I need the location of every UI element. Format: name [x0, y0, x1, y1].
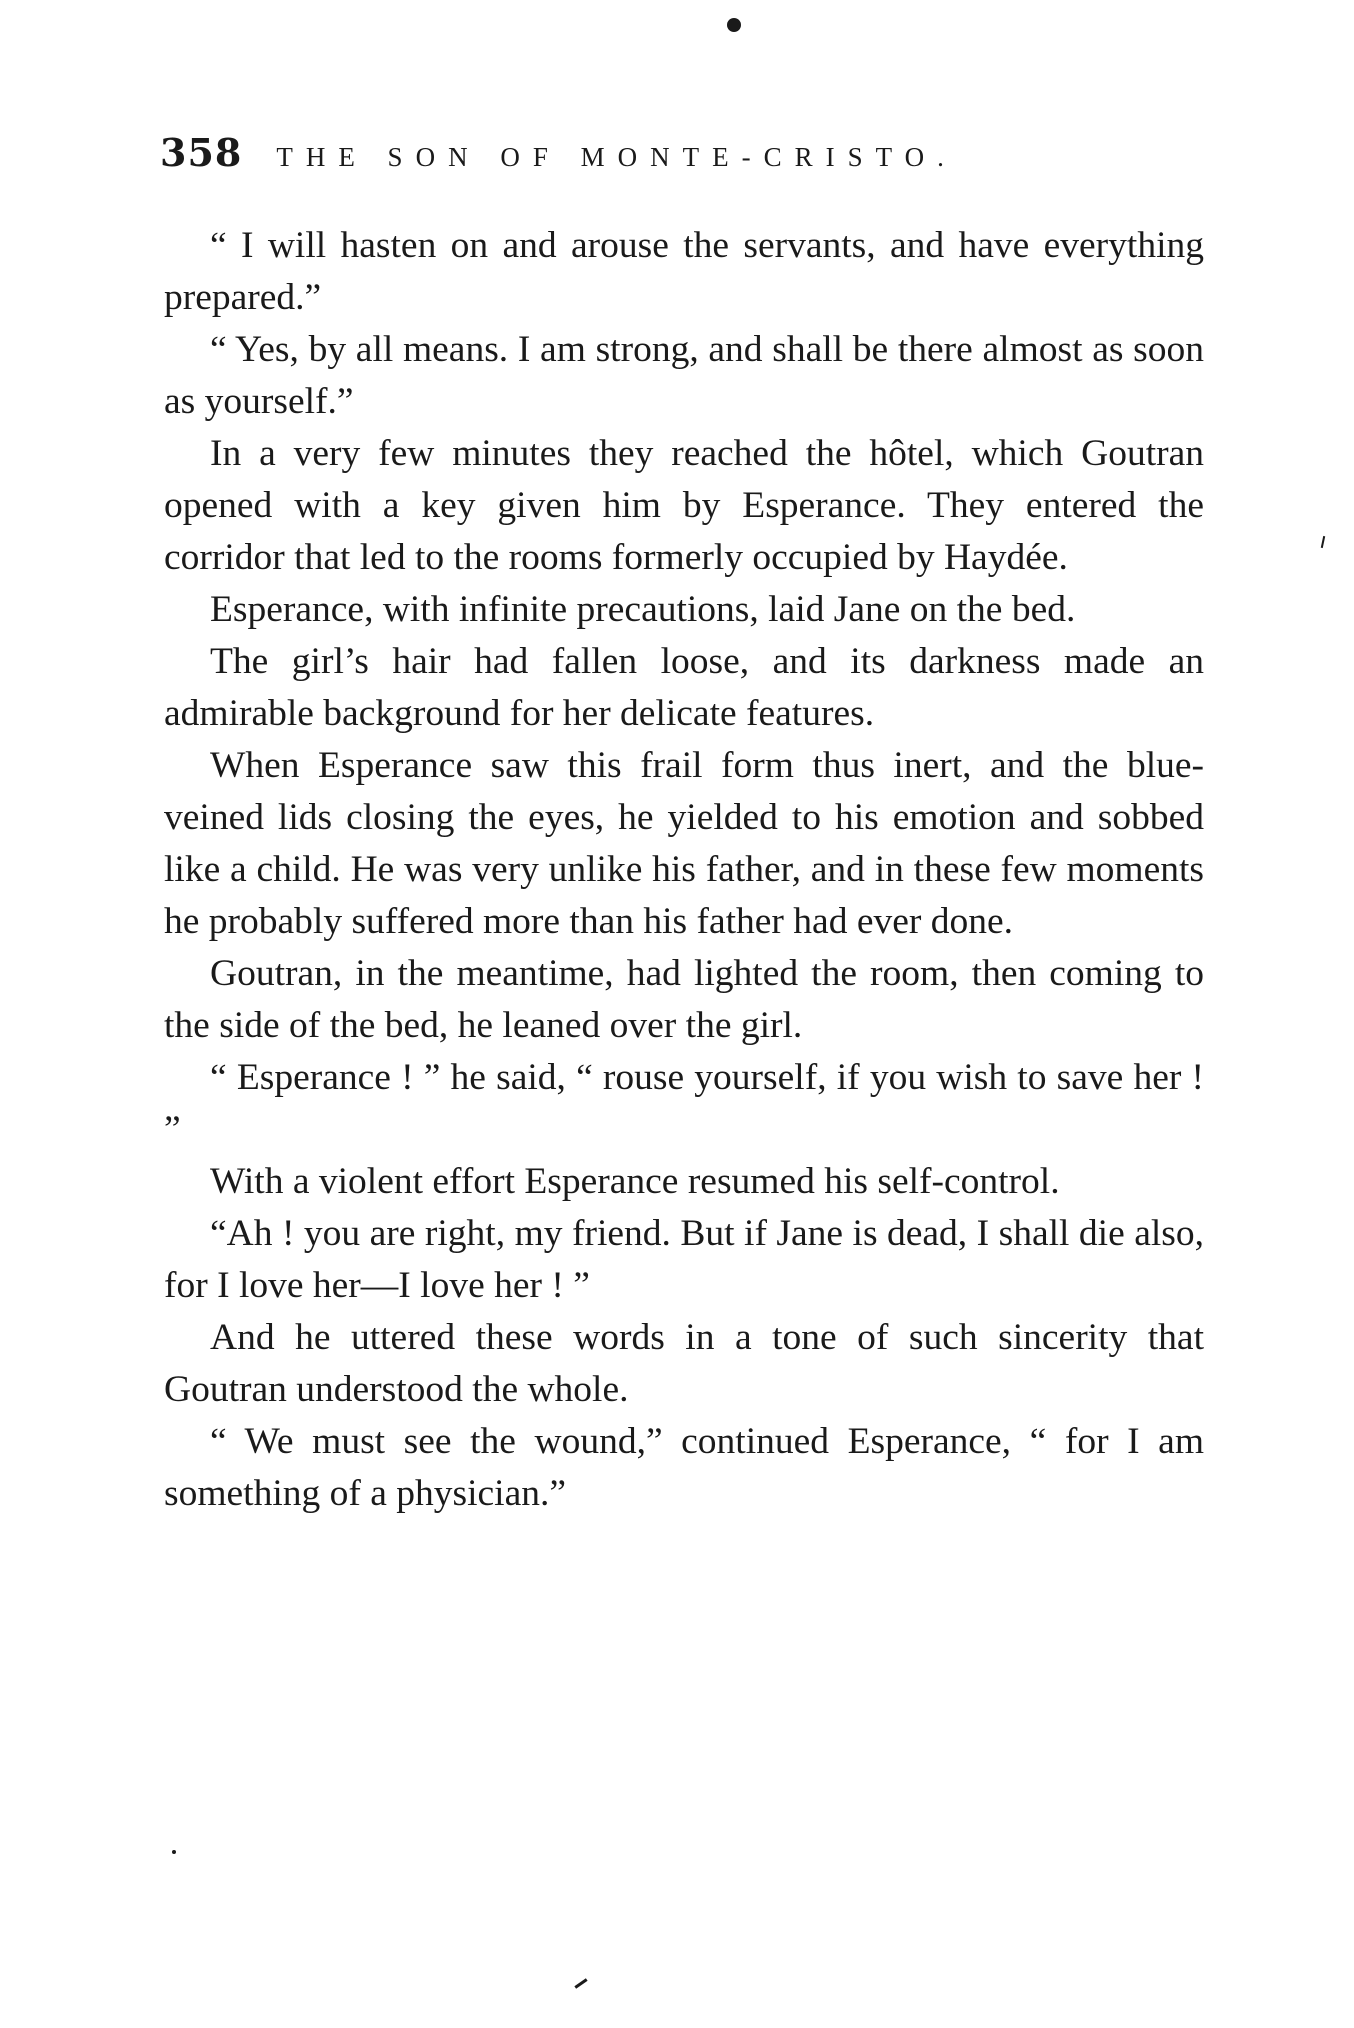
paragraph: Esperance, with infinite precautions, laid Jane on the bed.	[210, 589, 1076, 630]
paragraph: “Ah ! you are right, my friend. But if Jane is dead, I shall die also, for I love her—I love her ! ”	[164, 1213, 1204, 1306]
paragraph: When Esperance saw this frail form thus inert, and the blue-veined lids closing the eyes, he yielded to his emotion and sobbed like a child. He was very unlike his father, and in these few moments he probably suffered more than his father had ever done.	[164, 745, 1204, 942]
margin-mark	[1321, 536, 1325, 548]
paragraph: “ We must see the wound,” continued Esperance, “ for I am something of a physician.”	[164, 1421, 1204, 1514]
running-title: THE SON OF MONTE-CRISTO.	[276, 142, 957, 172]
paragraph: Goutran, in the meantime, had lighted the room, then coming to the side of the bed, he leaned over the girl.	[164, 953, 1204, 1046]
ink-speck	[727, 18, 741, 32]
ink-mark	[574, 1978, 587, 1988]
paragraph: And he uttered these words in a tone of such sincerity that Goutran understood the whole.	[164, 1317, 1204, 1410]
paragraph: “ Yes, by all means. I am strong, and shall be there almost as soon as yourself.”	[164, 329, 1204, 422]
page-number: 358	[160, 130, 243, 175]
ink-dot	[172, 1850, 176, 1854]
paragraph: With a violent effort Esperance resumed his self-control.	[210, 1161, 1060, 1202]
page-header	[160, 130, 1200, 180]
paragraph: “ I will hasten on and arouse the servants, and have everything prepared.”	[164, 225, 1204, 318]
paragraph: In a very few minutes they reached the hôtel, which Goutran opened with a key given him by Esperance. They entered the corridor that led to the rooms formerly occupied by Haydée.	[164, 433, 1204, 578]
body-text	[164, 220, 1204, 1520]
paragraph: “ Esperance ! ” he said, “ rouse yourself, if you wish to save her ! ”	[164, 1057, 1204, 1150]
paragraph: The girl’s hair had fallen loose, and its darkness made an admirable background for her delicate features.	[164, 641, 1204, 734]
